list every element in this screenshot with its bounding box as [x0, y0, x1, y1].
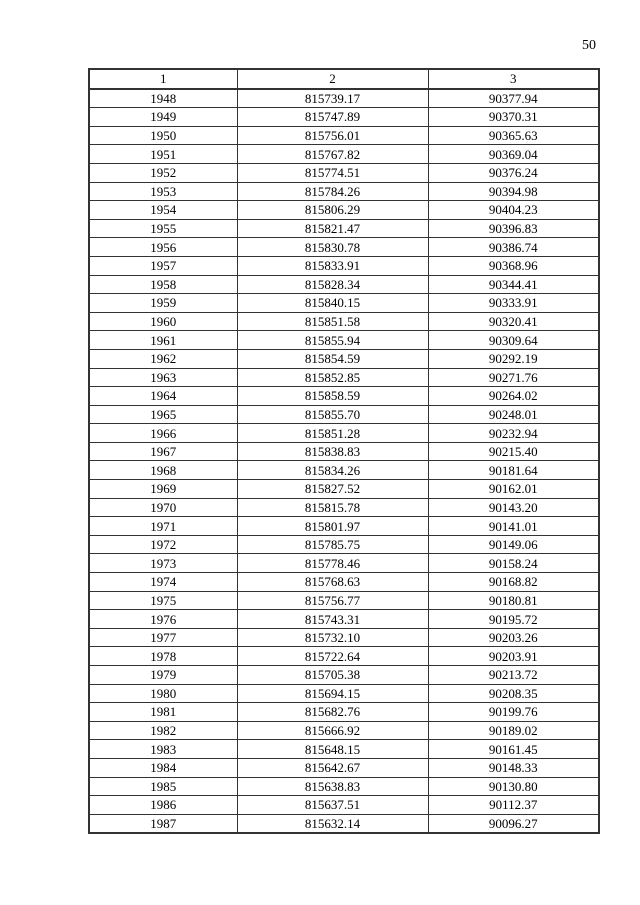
table-header-row [89, 69, 599, 89]
value-3-cell: 90141.01 [428, 517, 599, 536]
value-2-cell: 815833.91 [237, 256, 428, 275]
value-3-cell: 90161.45 [428, 740, 599, 759]
value-2-cell: 815855.70 [237, 405, 428, 424]
value-3-cell: 90143.20 [428, 498, 599, 517]
value-2-cell: 815821.47 [237, 219, 428, 238]
year-cell: 1968 [89, 461, 237, 480]
value-2-cell: 815648.15 [237, 740, 428, 759]
value-2-cell: 815784.26 [237, 182, 428, 201]
year-cell: 1956 [89, 238, 237, 257]
value-3-cell: 90344.41 [428, 275, 599, 294]
value-3-cell: 90292.19 [428, 349, 599, 368]
year-cell: 1969 [89, 480, 237, 499]
value-2-cell: 815834.26 [237, 461, 428, 480]
year-cell: 1961 [89, 331, 237, 350]
table-row [89, 610, 599, 629]
value-3-cell: 90264.02 [428, 387, 599, 406]
table-row [89, 666, 599, 685]
table-row [89, 219, 599, 238]
year-cell: 1984 [89, 758, 237, 777]
year-cell: 1979 [89, 666, 237, 685]
table-row [89, 424, 599, 443]
table-row [89, 331, 599, 350]
value-2-cell: 815840.15 [237, 294, 428, 313]
value-3-cell: 90365.63 [428, 126, 599, 145]
value-2-cell: 815705.38 [237, 666, 428, 685]
value-2-cell: 815682.76 [237, 703, 428, 722]
table-row [89, 628, 599, 647]
value-3-cell: 90189.02 [428, 721, 599, 740]
table-row [89, 126, 599, 145]
value-2-cell: 815638.83 [237, 777, 428, 796]
table-row [89, 498, 599, 517]
value-2-cell: 815743.31 [237, 610, 428, 629]
column-header-3: 3 [428, 69, 599, 89]
table-row [89, 256, 599, 275]
value-2-cell: 815774.51 [237, 163, 428, 182]
value-3-cell: 90096.27 [428, 814, 599, 833]
table-row [89, 740, 599, 759]
column-header-1: 1 [89, 69, 237, 89]
year-cell: 1965 [89, 405, 237, 424]
year-cell: 1949 [89, 108, 237, 127]
value-2-cell: 815778.46 [237, 554, 428, 573]
table-row [89, 814, 599, 833]
year-cell: 1950 [89, 126, 237, 145]
value-3-cell: 90404.23 [428, 201, 599, 220]
year-cell: 1980 [89, 684, 237, 703]
table-row [89, 312, 599, 331]
year-cell: 1986 [89, 796, 237, 815]
value-2-cell: 815854.59 [237, 349, 428, 368]
table-row [89, 554, 599, 573]
table-row [89, 201, 599, 220]
year-cell: 1981 [89, 703, 237, 722]
value-2-cell: 815858.59 [237, 387, 428, 406]
value-2-cell: 815785.75 [237, 535, 428, 554]
table-row [89, 182, 599, 201]
year-cell: 1953 [89, 182, 237, 201]
value-3-cell: 90181.64 [428, 461, 599, 480]
table-row [89, 777, 599, 796]
value-3-cell: 90376.24 [428, 163, 599, 182]
value-3-cell: 90309.64 [428, 331, 599, 350]
value-3-cell: 90180.81 [428, 591, 599, 610]
value-3-cell: 90215.40 [428, 442, 599, 461]
year-cell: 1948 [89, 89, 237, 108]
year-cell: 1960 [89, 312, 237, 331]
value-3-cell: 90158.24 [428, 554, 599, 573]
value-2-cell: 815830.78 [237, 238, 428, 257]
value-2-cell: 815838.83 [237, 442, 428, 461]
table-row [89, 684, 599, 703]
table-row [89, 647, 599, 666]
value-3-cell: 90271.76 [428, 368, 599, 387]
value-3-cell: 90248.01 [428, 405, 599, 424]
value-3-cell: 90369.04 [428, 145, 599, 164]
year-cell: 1952 [89, 163, 237, 182]
value-2-cell: 815756.77 [237, 591, 428, 610]
value-3-cell: 90112.37 [428, 796, 599, 815]
table-row [89, 758, 599, 777]
table-row [89, 294, 599, 313]
year-cell: 1971 [89, 517, 237, 536]
year-cell: 1966 [89, 424, 237, 443]
year-cell: 1951 [89, 145, 237, 164]
value-2-cell: 815632.14 [237, 814, 428, 833]
year-cell: 1964 [89, 387, 237, 406]
value-2-cell: 815637.51 [237, 796, 428, 815]
year-cell: 1955 [89, 219, 237, 238]
table-row [89, 368, 599, 387]
value-2-cell: 815851.58 [237, 312, 428, 331]
value-2-cell: 815855.94 [237, 331, 428, 350]
page-number: 50 [582, 38, 596, 53]
value-2-cell: 815739.17 [237, 89, 428, 108]
value-3-cell: 90396.83 [428, 219, 599, 238]
table-row [89, 145, 599, 164]
table-row [89, 703, 599, 722]
value-3-cell: 90377.94 [428, 89, 599, 108]
year-cell: 1973 [89, 554, 237, 573]
table-row [89, 480, 599, 499]
year-cell: 1983 [89, 740, 237, 759]
year-cell: 1954 [89, 201, 237, 220]
table-row [89, 796, 599, 815]
value-3-cell: 90148.33 [428, 758, 599, 777]
year-cell: 1982 [89, 721, 237, 740]
value-3-cell: 90162.01 [428, 480, 599, 499]
value-3-cell: 90333.91 [428, 294, 599, 313]
value-3-cell: 90370.31 [428, 108, 599, 127]
value-2-cell: 815666.92 [237, 721, 428, 740]
table-row [89, 442, 599, 461]
table-row [89, 721, 599, 740]
value-2-cell: 815732.10 [237, 628, 428, 647]
table-row [89, 349, 599, 368]
value-2-cell: 815806.29 [237, 201, 428, 220]
year-cell: 1974 [89, 573, 237, 592]
value-3-cell: 90394.98 [428, 182, 599, 201]
value-3-cell: 90203.26 [428, 628, 599, 647]
value-2-cell: 815828.34 [237, 275, 428, 294]
value-3-cell: 90195.72 [428, 610, 599, 629]
table-row [89, 461, 599, 480]
table-row [89, 405, 599, 424]
year-cell: 1985 [89, 777, 237, 796]
year-cell: 1976 [89, 610, 237, 629]
value-3-cell: 90208.35 [428, 684, 599, 703]
year-cell: 1959 [89, 294, 237, 313]
table-body [89, 89, 599, 834]
value-3-cell: 90130.80 [428, 777, 599, 796]
value-3-cell: 90232.94 [428, 424, 599, 443]
year-cell: 1958 [89, 275, 237, 294]
table-row [89, 238, 599, 257]
value-2-cell: 815642.67 [237, 758, 428, 777]
table-row [89, 163, 599, 182]
value-2-cell: 815801.97 [237, 517, 428, 536]
year-cell: 1977 [89, 628, 237, 647]
table-row [89, 275, 599, 294]
year-cell: 1962 [89, 349, 237, 368]
value-2-cell: 815851.28 [237, 424, 428, 443]
value-3-cell: 90386.74 [428, 238, 599, 257]
table-row [89, 535, 599, 554]
coordinates-table [88, 68, 600, 834]
table-row [89, 517, 599, 536]
year-cell: 1975 [89, 591, 237, 610]
value-3-cell: 90199.76 [428, 703, 599, 722]
table-row [89, 108, 599, 127]
value-2-cell: 815768.63 [237, 573, 428, 592]
value-3-cell: 90168.82 [428, 573, 599, 592]
column-header-2: 2 [237, 69, 428, 89]
value-3-cell: 90368.96 [428, 256, 599, 275]
value-2-cell: 815767.82 [237, 145, 428, 164]
value-2-cell: 815852.85 [237, 368, 428, 387]
value-2-cell: 815827.52 [237, 480, 428, 499]
table-row [89, 387, 599, 406]
year-cell: 1967 [89, 442, 237, 461]
value-2-cell: 815815.78 [237, 498, 428, 517]
value-2-cell: 815747.89 [237, 108, 428, 127]
year-cell: 1957 [89, 256, 237, 275]
table-row [89, 573, 599, 592]
value-2-cell: 815722.64 [237, 647, 428, 666]
value-3-cell: 90213.72 [428, 666, 599, 685]
year-cell: 1963 [89, 368, 237, 387]
value-2-cell: 815694.15 [237, 684, 428, 703]
value-2-cell: 815756.01 [237, 126, 428, 145]
table-row [89, 591, 599, 610]
year-cell: 1978 [89, 647, 237, 666]
year-cell: 1987 [89, 814, 237, 833]
year-cell: 1970 [89, 498, 237, 517]
table-row [89, 89, 599, 108]
year-cell: 1972 [89, 535, 237, 554]
value-3-cell: 90320.41 [428, 312, 599, 331]
value-3-cell: 90149.06 [428, 535, 599, 554]
value-3-cell: 90203.91 [428, 647, 599, 666]
